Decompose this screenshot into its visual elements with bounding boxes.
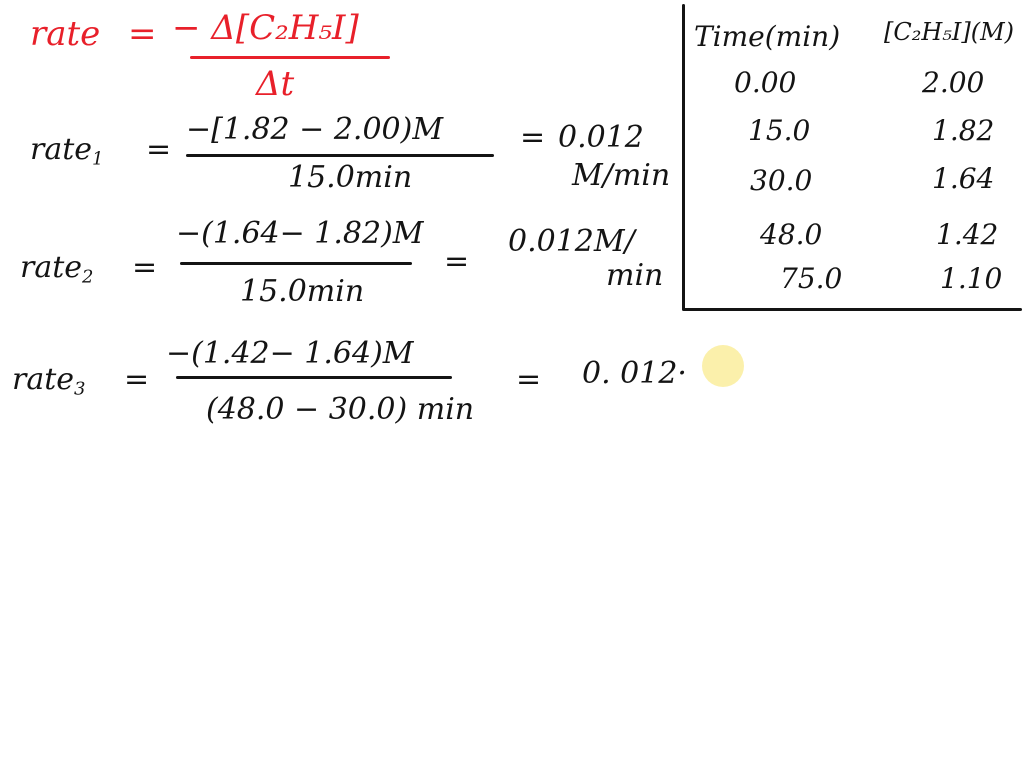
- table-header-concentration: [C₂H₅I](M): [884, 18, 1015, 46]
- table-cell-time: 15.0: [748, 114, 811, 147]
- rate-1-result-unit: M/min: [572, 158, 671, 193]
- rate-1-result-equals: =: [520, 120, 546, 155]
- definition-lhs: rate: [30, 14, 101, 54]
- table-cell-concentration: 1.64: [932, 162, 995, 195]
- rate-2-equals: =: [132, 250, 158, 285]
- rate-1-label: rate$_1$: [30, 132, 104, 170]
- rate-1-denominator: 15.0min: [288, 160, 413, 195]
- table-left-border: [682, 4, 685, 310]
- rate-1-numerator: −[1.82 − 2.00)M: [186, 112, 444, 147]
- definition-numerator: − Δ[C₂H₅I]: [172, 8, 359, 48]
- table-cell-time: 48.0: [760, 218, 823, 251]
- table-header-time: Time(min): [694, 20, 841, 53]
- rate-2-result-equals: =: [444, 244, 470, 279]
- rate-2-label: rate$_2$: [20, 250, 94, 288]
- rate-1-result: 0.012: [558, 120, 644, 155]
- rate-3-equals: =: [124, 362, 150, 397]
- definition-denominator: Δt: [256, 64, 295, 104]
- rate-3-result-equals: =: [516, 362, 542, 397]
- rate-2-denominator: 15.0min: [240, 274, 365, 309]
- rate-3-denominator: (48.0 − 30.0) min: [206, 392, 475, 427]
- table-cell-concentration: 1.82: [932, 114, 995, 147]
- definition-fraction-bar: [190, 56, 390, 59]
- table-cell-concentration: 2.00: [922, 66, 985, 99]
- rate-2-numerator: −(1.64− 1.82)M: [176, 216, 424, 251]
- rate-3-result: 0. 012·: [582, 356, 687, 391]
- rate-3-label: rate$_3$: [12, 362, 86, 400]
- pointer-highlight: [702, 345, 744, 387]
- table-cell-concentration: 1.10: [940, 262, 1003, 295]
- table-bottom-border: [682, 308, 1022, 311]
- rate-1-equals: =: [146, 132, 172, 167]
- rate-1-fraction-bar: [186, 154, 494, 157]
- rate-2-result-unit: min: [606, 258, 664, 293]
- table-cell-time: 0.00: [734, 66, 797, 99]
- definition-equals: =: [128, 14, 157, 54]
- table-cell-time: 75.0: [780, 262, 843, 295]
- table-cell-time: 30.0: [750, 164, 813, 197]
- table-cell-concentration: 1.42: [936, 218, 999, 251]
- rate-2-fraction-bar: [180, 262, 412, 265]
- rate-2-result: 0.012M/: [508, 224, 635, 259]
- rate-3-numerator: −(1.42− 1.64)M: [166, 336, 414, 371]
- rate-3-fraction-bar: [176, 376, 452, 379]
